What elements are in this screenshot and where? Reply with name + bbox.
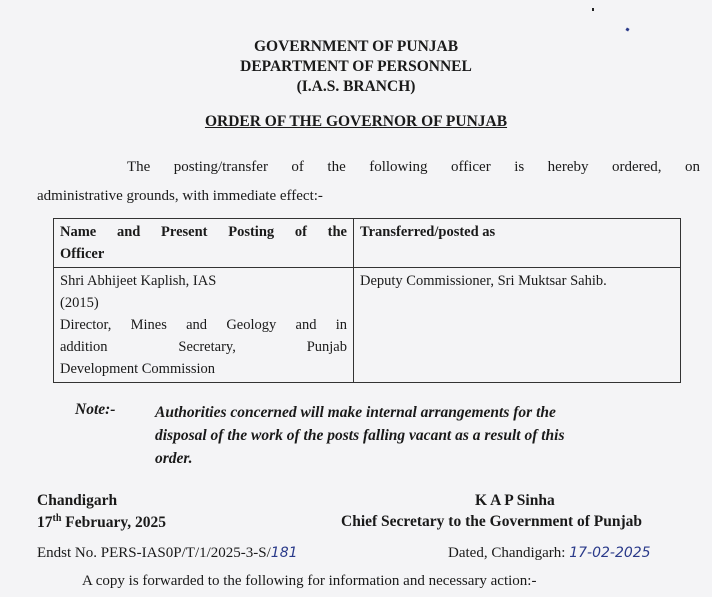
endst-handwritten-number: 181: [270, 545, 298, 561]
place: Chandigarh: [37, 492, 118, 509]
officer-posting-line-1: Director, Mines and Geology and in: [60, 317, 347, 333]
table-header-name: Name and Present Posting of the Officer: [54, 219, 354, 268]
note-label: Note:-: [75, 401, 116, 418]
dated-line: Dated, Chandigarh: 17-02-2025: [448, 545, 651, 561]
endst-number: Endst No. PERS-IAS0P/T/1/2025-3-S/181: [37, 545, 298, 561]
pen-tick-mark: [625, 27, 629, 31]
pen-mark: [592, 8, 594, 11]
header-department: DEPARTMENT OF PERSONNEL: [240, 58, 472, 75]
officer-posting-line-2: addition Secretary, Punjab: [60, 339, 347, 355]
dated-handwritten: 17-02-2025: [569, 545, 651, 561]
officer-name: Shri Abhijeet Kaplish, IAS: [60, 273, 217, 289]
table-row: [54, 268, 681, 383]
order-date: 17th February, 2025: [37, 513, 167, 532]
officer-details-cell: [54, 268, 354, 383]
signatory-title: Chief Secretary to the Government of Punjab: [341, 513, 643, 530]
header-government: GOVERNMENT OF PUNJAB: [253, 38, 459, 55]
posted-as-cell: Deputy Commissioner, Sri Muktsar Sahib.: [354, 268, 681, 383]
copy-forwarded-line: A copy is forwarded to the following for information and necessary action:-: [82, 573, 537, 589]
header-branch: (I.A.S. BRANCH): [296, 78, 416, 95]
signatory-name: K A P Sinha: [475, 492, 555, 509]
order-title: ORDER OF THE GOVERNOR OF PUNJAB: [204, 113, 508, 130]
officer-batch: (2015): [60, 295, 99, 311]
intro-line-1: The posting/transfer of the following officer is hereby ordered, on: [127, 159, 700, 175]
officer-table: [53, 218, 681, 383]
officer-posting-line-3: Development Commission: [60, 361, 216, 377]
note-text: Authorities concerned will make internal arrangements for the disposal of the work of the posts falling vacant as a result of this order.: [155, 404, 565, 467]
table-header-posted-as: Transferred/posted as: [354, 219, 681, 268]
intro-line-2: administrative grounds, with immediate effect:-: [37, 188, 323, 204]
table-header-row: [54, 219, 681, 268]
